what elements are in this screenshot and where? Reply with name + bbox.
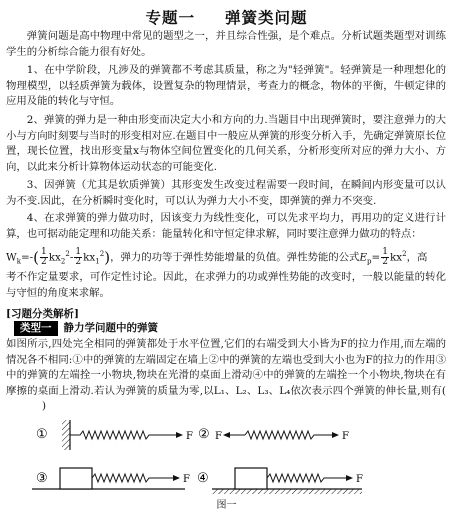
case-1-label: ① xyxy=(36,427,48,442)
point-2-paragraph: 2、弹簧的弹力是一种由形变而决定大小和方向的力.当题目中出现弹簧时，要注意弹力的大小与方向时刻要与当时的形变相对应.在题目中一般应从弹簧的形变分析入手，先确定弹簧原长位置，现长位置，找出形变量x与物体空间位置变化的几何关系，分析形变所对应的弹力大小、方向，以此来分析计算物体运动状态的可能变化. xyxy=(6,114,446,173)
point-3-paragraph: 3、因弹簧（尤其是软质弹簧）其形变发生改变过程需要一段时间，在瞬间内形变量可以认为不变.因此，在分析瞬时变化时，可以认为弹力大小不变，即弹簧的弹力不突变. xyxy=(6,179,446,207)
force-label-1: F xyxy=(186,431,193,442)
problem-text: 如图所示,四处完全相同的弹簧都处于水平位置,它们的右端受到大小皆为F的拉力作用,而左端的情况各不相同:①中的弹簧的左端固定在墙上②中的弹簧的左端也受到大小也为F的拉力的作用③中的弹簧的左端拴一小物块,物块在光滑的桌面上滑动④中的弹簧的左端拴一个小物块,物块在有摩擦的桌面上滑动.若认为弹簧的质量为零,以L₁、L₂、L₃、L₄依次表示四个弹簧的伸长量,则有() xyxy=(6,338,446,413)
title-part2: 弹簧类问题 xyxy=(225,8,308,27)
force-label-4: F xyxy=(356,474,363,485)
figure-caption: 图一 xyxy=(216,500,237,511)
force-label-3: F xyxy=(183,474,190,485)
formula-followup-paragraph: 考不作定量要求，可作定性讨论。因此，在求弹力的功或弹性势能的改变时，一般以能量的转化与守恒的角度来求解。 xyxy=(6,271,446,299)
intro-paragraph: 弹簧问题是高中物理中常见的题型之一，并且综合性强，是个难点。分析试题类题型对训练学生的分析综合能力很有好处。 xyxy=(6,30,446,58)
category-heading xyxy=(14,320,158,336)
title-part1: 专题一 xyxy=(145,8,195,27)
case-2-label: ② xyxy=(198,427,210,442)
point-1-paragraph: 1、在中学阶段，凡涉及的弹簧都不考虑其质量，称之为"轻弹簧"。轻弹簧是一种理想化的物理模型，以轻质弹簧为载体，设置复杂的物理情景，考查力的概念，物体的平衡，牛顿定律的应用及能的转化与守恒。 xyxy=(6,64,446,108)
point-4-paragraph: 4、在求弹簧的弹力做功时，因该变力为线性变化，可以先求平均力，再用功的定义进行计算，也可据动能定理和功能关系：能量转化和守恒定律求解，同时要注意弹力做功的特点： xyxy=(6,212,446,240)
spring-2 xyxy=(245,431,318,439)
work-formula-line: $W_k=-$( $\frac{1}{2}$ $kx_2^2-$ $\frac{1}{2}$ $kx_1^2$)，弹力的功等于弹性势能增量的负值。弹性势能的公式$E_p=$ $\frac{1}{2}$ $kx^2$，高 xyxy=(6,246,428,267)
section-label: [习题分类解析] xyxy=(6,308,79,320)
block-4 xyxy=(235,468,267,489)
page-title xyxy=(0,6,453,28)
spring-1 xyxy=(70,431,160,439)
wall xyxy=(62,420,70,450)
spring-4 xyxy=(267,474,333,482)
case-4-label: ④ xyxy=(197,471,209,486)
force-label-2b: F xyxy=(342,431,349,442)
category-badge: 类型一 xyxy=(14,321,58,336)
case-3-label: ③ xyxy=(36,471,48,486)
force-label-2a: F xyxy=(215,431,222,442)
category-title: 静力学问题中的弹簧 xyxy=(63,322,158,334)
spring-3 xyxy=(92,474,160,482)
block-3 xyxy=(60,468,92,489)
rough-table xyxy=(212,489,362,494)
half-fraction: $\frac{1}{2}$ xyxy=(41,246,47,267)
spring-figure xyxy=(0,418,453,498)
